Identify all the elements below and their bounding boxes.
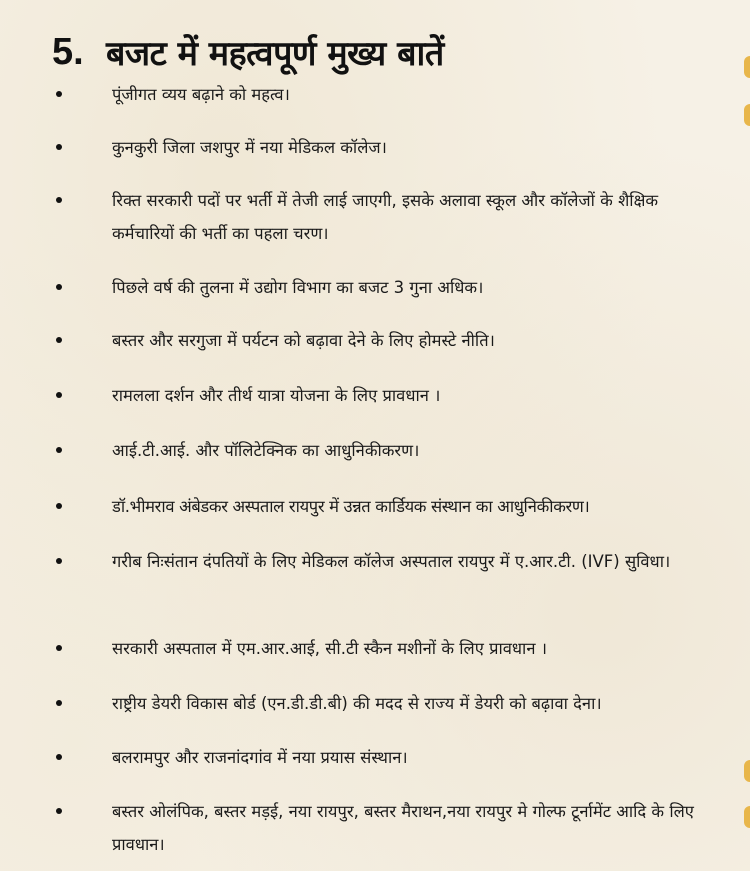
bullet-dot	[56, 197, 62, 203]
bullet-dot	[56, 144, 62, 150]
list-item-text: बस्तर और सरगुजा में पर्यटन को बढ़ावा देने के लिए होमस्टे नीति।	[112, 331, 495, 350]
list-item-text: कुनकुरी जिला जशपुर में नया मेडिकल कॉलेज।	[112, 138, 387, 157]
bullet-dot	[56, 91, 62, 97]
bullet-dot	[56, 337, 62, 343]
list-item-text: डॉ.भीमराव अंबेडकर अस्पताल रायपुर में उन्नत कार्डियक संस्थान का आधुनिकीकरण।	[112, 497, 590, 516]
list-item-text: पिछले वर्ष की तुलना में उद्योग विभाग का बजट 3 गुना अधिक।	[112, 278, 484, 297]
list-item-text: गरीब निःसंतान दंपतियों के लिए मेडिकल कॉलेज अस्पताल रायपुर में ए.आर.टी. (IVF) सुविधा।	[112, 552, 671, 571]
edge-decoration	[744, 806, 750, 828]
bullet-dot	[56, 392, 62, 398]
list-item-text: बस्तर ओलंपिक, बस्तर मड़ई, नया रायपुर, बस्तर मैराथन,नया रायपुर मे गोल्फ टूर्नामेंट आदि के लिए प्रावधान।	[112, 802, 694, 854]
bullet-dot	[56, 284, 62, 290]
edge-decoration	[744, 104, 750, 126]
list-item-text: रामलला दर्शन और तीर्थ यात्रा योजना के लिए प्रावधान ।	[112, 386, 441, 405]
bullet-dot	[56, 754, 62, 760]
list-item-text: सरकारी अस्पताल में एम.आर.आई, सी.टी स्कैन मशीनों के लिए प्रावधान ।	[112, 639, 547, 658]
bullet-dot	[56, 503, 62, 509]
bullet-dot	[56, 808, 62, 814]
heading-title: बजट में महत्वपूर्ण मुख्य बातें	[106, 34, 444, 74]
list-item-text: रिक्त सरकारी पदों पर भर्ती में तेजी लाई जाएगी, इसके अलावा स्कूल और कॉलेजों के शैक्षिक कर्मचारियों की भर्ती का पहला चरण।	[112, 191, 659, 243]
bullet-dot	[56, 700, 62, 706]
list-item-text: राष्ट्रीय डेयरी विकास बोर्ड (एन.डी.डी.बी) की मदद से राज्य में डेयरी को बढ़ावा देना।	[112, 694, 602, 713]
list-item-text: आई.टी.आई. और पॉलिटेक्निक का आधुनिकीकरण।	[112, 441, 420, 460]
bullet-dot	[56, 645, 62, 651]
heading-number: 5.	[52, 30, 84, 73]
edge-decoration	[744, 760, 750, 782]
edge-decoration	[744, 56, 750, 78]
bullet-dot	[56, 558, 62, 564]
bullet-dot	[56, 447, 62, 453]
list-item-text: पूंजीगत व्यय बढ़ाने को महत्व।	[112, 85, 290, 104]
list-item-text: बलरामपुर और राजनांदगांव में नया प्रयास संस्थान।	[112, 748, 408, 767]
